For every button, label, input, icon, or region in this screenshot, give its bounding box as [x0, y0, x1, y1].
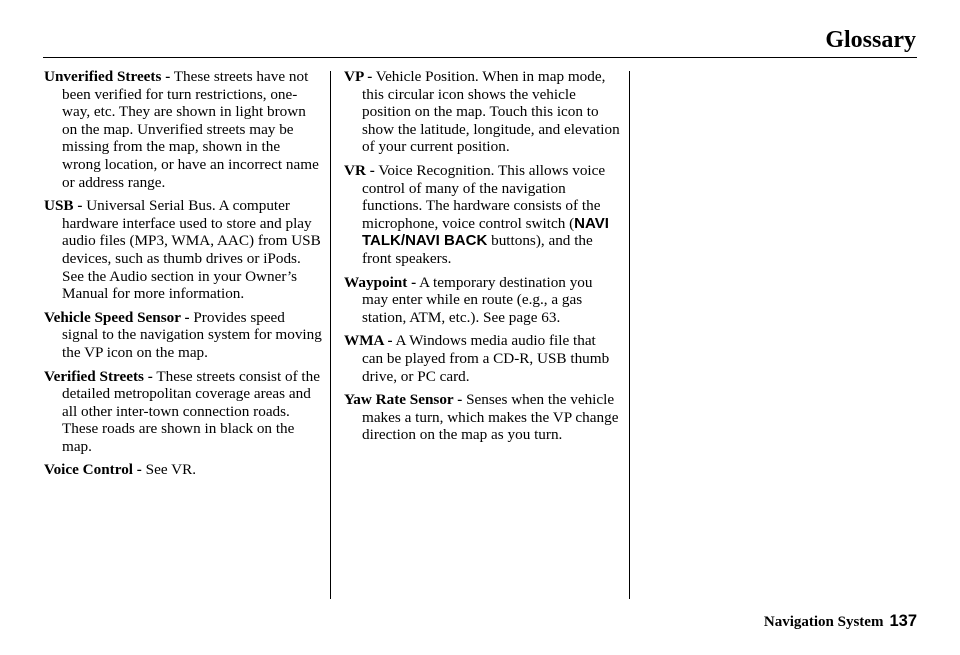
glossary-term: Waypoint - — [344, 273, 417, 291]
glossary-entry-wma — [344, 332, 620, 385]
glossary-term: Unverified Streets - — [44, 68, 171, 85]
column-divider — [629, 71, 630, 599]
page-number: 137 — [889, 612, 917, 630]
header-rule — [43, 57, 917, 58]
page-footer — [764, 612, 917, 631]
glossary-definition: A Windows media audio file that can be played from a CD-R, USB thumb drive, or PC card. — [362, 332, 610, 385]
glossary-entry-unverified-streets — [44, 68, 322, 191]
glossary-definition: These streets have not been verified for turn restrictions, one-way, etc. They are shown in light brown on the map. Unverified streets may be missing from the map, shown in the wrong location, or have an incorrect name or address range. — [62, 68, 319, 191]
glossary-term: Voice Control - — [44, 461, 142, 479]
glossary-definition: A temporary destination you may enter while en route (e.g., a gas station, ATM, etc.). See page 63. — [362, 273, 593, 326]
navi-back-button-name: NAVI BACK — [405, 232, 488, 250]
glossary-entry-waypoint — [344, 274, 620, 327]
glossary-column-left — [44, 68, 322, 485]
glossary-entry-vehicle-speed-sensor — [44, 309, 322, 362]
glossary-entry-vr — [344, 162, 620, 268]
button-separator: / — [400, 232, 406, 250]
glossary-definition: See VR. — [141, 461, 197, 479]
glossary-definition: Senses when the vehicle makes a turn, which makes the VP change direction on the map as you turn. — [362, 391, 619, 444]
footer-label: Navigation System — [763, 614, 884, 630]
glossary-entry-verified-streets — [44, 368, 322, 456]
glossary-entry-vp — [344, 68, 620, 156]
glossary-term: WMA - — [344, 332, 393, 350]
glossary-term: VP - — [344, 68, 373, 85]
glossary-definition: These streets consist of the detailed metropolitan coverage areas and all other inter-town connection roads. These roads are shown in black on the map. — [62, 367, 320, 455]
glossary-term: USB - — [44, 197, 83, 215]
glossary-definition: Vehicle Position. When in map mode, this circular icon shows the vehicle position on the map. Touch this icon to show the latitude, longitude, and elevation of your current position. — [362, 68, 620, 156]
page-title: Glossary — [825, 27, 916, 53]
glossary-term: Verified Streets - — [44, 367, 153, 385]
glossary-entry-voice-control — [44, 461, 322, 479]
glossary-definition: Voice Recognition. This allows voice control of many of the navigation functions. The hardware consists of the microphone, voice control switch ( — [362, 161, 606, 232]
glossary-definition: buttons), and the front speakers. — [362, 232, 593, 267]
glossary-column-middle — [344, 68, 620, 450]
glossary-definition: Provides speed signal to the navigation system for moving the VP icon on the map. — [62, 308, 322, 361]
glossary-definition: Universal Serial Bus. A computer hardware interface used to store and play audio files (MP3, WMA, AAC) from USB devices, such as thumb drives or iPods. See the Audio section in your Owner’s Manual for more information. — [62, 197, 321, 303]
navi-talk-button-name: NAVI TALK — [362, 214, 609, 250]
glossary-term: VR - — [344, 161, 375, 179]
glossary-entry-yaw-rate-sensor — [344, 391, 620, 444]
glossary-term: Yaw Rate Sensor - — [344, 391, 463, 409]
glossary-entry-usb — [44, 197, 322, 303]
column-divider — [330, 71, 331, 599]
glossary-term: Vehicle Speed Sensor - — [44, 308, 190, 326]
